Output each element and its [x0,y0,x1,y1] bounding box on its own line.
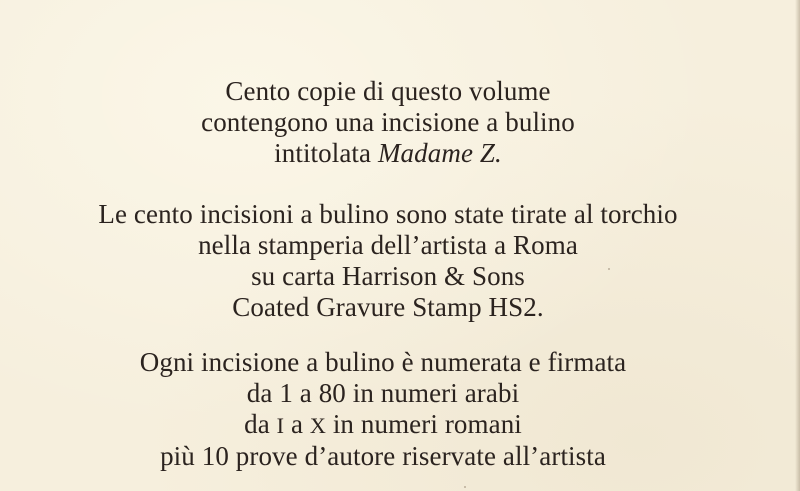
colophon-line: da 1 a 80 in numeri arabi [246,378,520,408]
colophon-text: da [244,409,277,439]
colophon-paragraph-printing [0,199,788,323]
colophon-text: a [284,409,310,439]
colophon-line: Cento copie di questo volume [225,76,551,106]
colophon-line: contengono una incisione a bulino [201,107,575,137]
roman-numeral-end: X [309,413,326,438]
colophon-paragraph-edition [0,76,788,169]
colophon-line: più 10 prove d’autore riservate all’artista [160,441,606,471]
colophon-text: in numeri romani [325,409,522,439]
paper-speck [464,486,466,488]
colophon-line [0,138,788,169]
colophon-line [0,409,783,441]
colophon-line: Ogni incisione a bulino è numerata e firmata [139,347,627,377]
roman-numeral-start: I [276,413,285,438]
colophon-line: Coated Gravure Stamp HS2. [232,292,544,322]
paper-speck [608,268,610,270]
colophon-paragraph-numbering [0,347,783,472]
colophon-line: nella stamperia dell’artista a Roma [198,230,578,260]
colophon-line: su carta Harrison & Sons [251,261,525,291]
page-edge-shadow [795,0,800,491]
colophon-line: Le cento incisioni a bulino sono state tirate al torchio [98,199,678,229]
colophon-text: intitolata [274,138,378,168]
engraving-title: Madame Z. [377,138,502,168]
